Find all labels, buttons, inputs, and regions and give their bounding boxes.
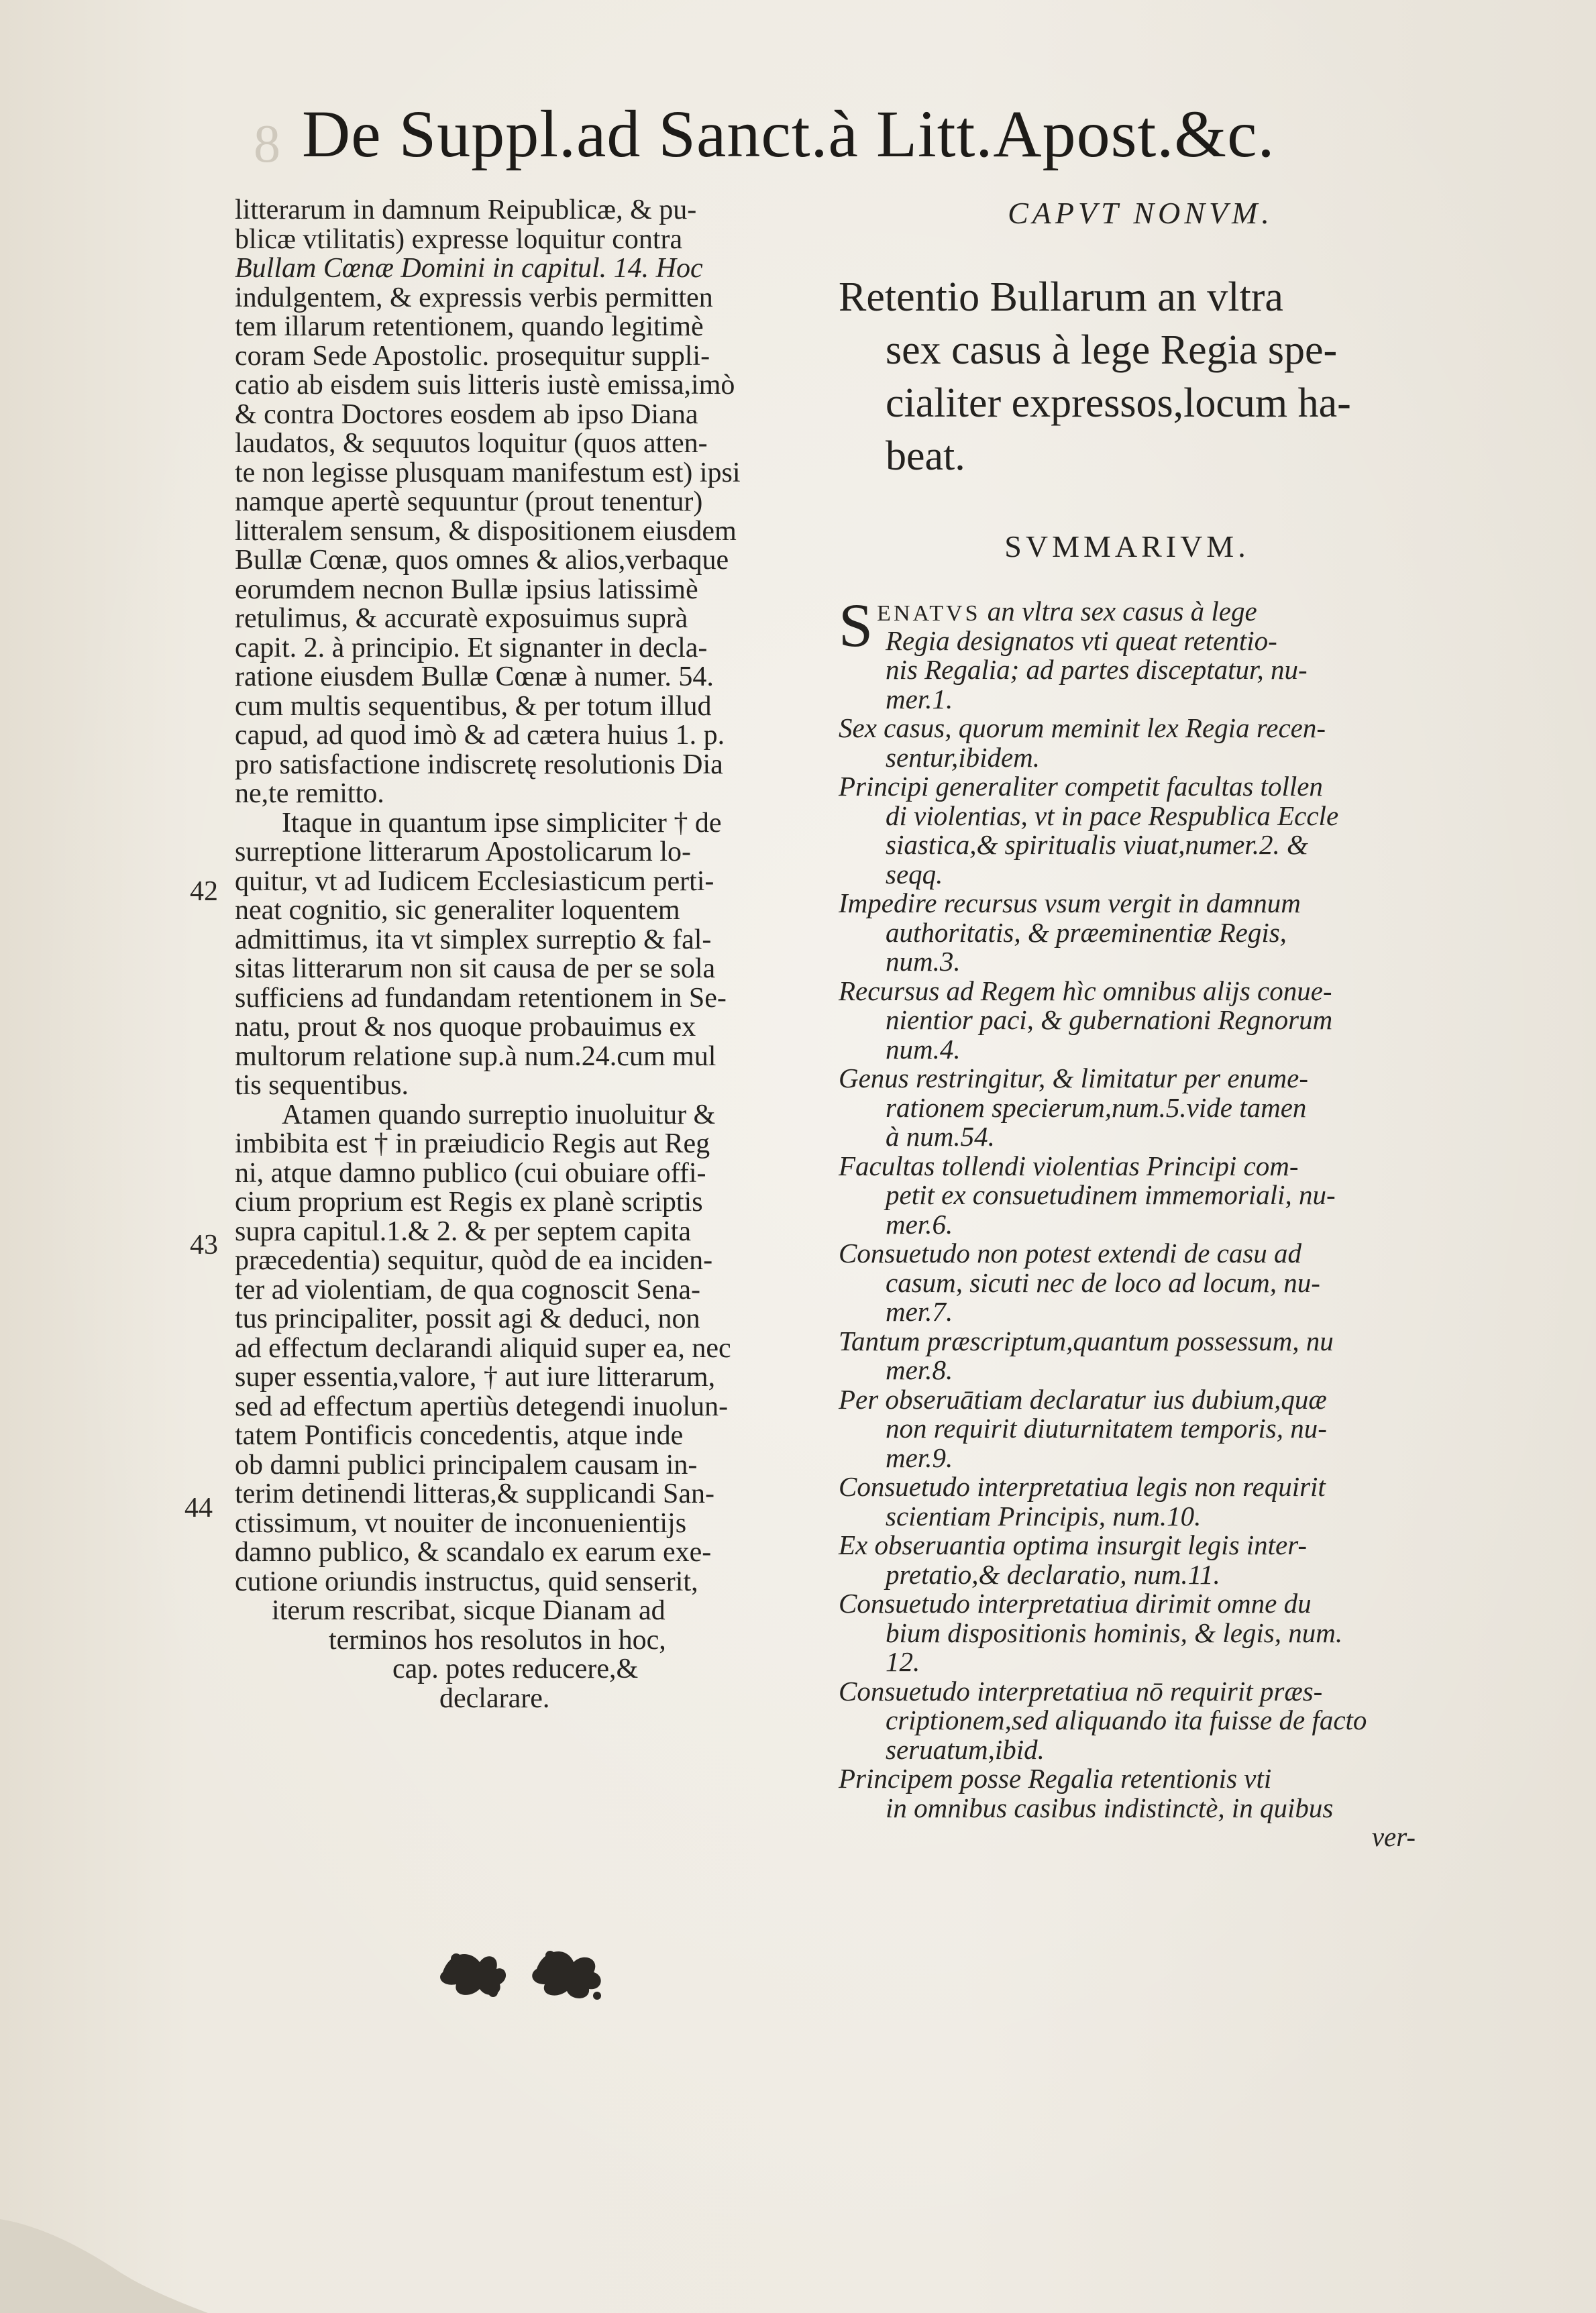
text-line: multorum relatione sup.à num.24.cum mul: [235, 1040, 716, 1072]
summary-line: casum, sicuti nec de loco ad locum, nu-: [886, 1267, 1320, 1298]
summary-line: sentur,ibidem.: [886, 741, 1041, 773]
summary-line: Consuetudo non potest extendi de casu ad: [839, 1238, 1302, 1269]
text-line: ad effectum declarandi aliquid super ea, nec: [235, 1332, 731, 1364]
text-line: præcedentia) sequitur, quòd de ea inciden-: [235, 1245, 713, 1276]
text-line: neat cognitio, sic generaliter loquentem: [235, 895, 680, 926]
summary-line: Recursus ad Regem hìc omnibus alijs conue-: [839, 975, 1332, 1006]
summary-line: Consuetudo interpretatiua nō requirit præs-: [839, 1675, 1323, 1707]
running-header: De Suppl.ad Sanct.à Litt.Apost.&c.: [302, 97, 1275, 171]
summary-line: pretatio,& declaratio, num.11.: [886, 1558, 1220, 1590]
text-line: coram Sede Apostolic. prosequitur suppli-: [235, 340, 710, 372]
text-line: tem illarum retentionem, quando legitimè: [235, 311, 704, 342]
text-line: cap. potes reducere,&: [392, 1654, 639, 1684]
subject-line: Retentio Bullarum an vltra: [839, 274, 1283, 320]
text-line: litteralem sensum, & dispositionem eiusdem: [235, 515, 737, 547]
summary-line: Consuetudo interpretatiua dirimit omne du: [839, 1588, 1312, 1619]
text-line: pro satisfactione indiscretę resolutionis Dia: [235, 749, 723, 780]
text-line: damno publico, & scandalo ex earum exe-: [235, 1537, 712, 1568]
text-line: tus principaliter, possit agi & deduci, non: [235, 1303, 700, 1334]
summary-line: Genus restringitur, & limitatur per enume-: [839, 1063, 1309, 1093]
text-line: ter ad violentiam, de qua cognoscit Sena-: [235, 1274, 700, 1305]
summary-line: nis Regalia; ad partes disceptatur, nu-: [886, 654, 1308, 685]
summary-line: petit ex consuetudinem immemoriali, nu-: [886, 1179, 1336, 1210]
fleuron-ornament-icon: [429, 1932, 617, 2006]
summary-line: Tantum præscriptum,quantum possessum, nu: [839, 1325, 1334, 1356]
summary-line: mer.7.: [886, 1296, 953, 1327]
text-line: eorumdem necnon Bullæ ipsius latissimè: [235, 574, 698, 605]
text-line: litterarum in damnum Reipublicæ, & pu-: [235, 195, 697, 225]
summary-first-word: ENATVS: [877, 601, 981, 626]
summary-heading: SVMMARIVM.: [1004, 529, 1250, 563]
summary-line: Principi generaliter competit facultas tollen: [839, 771, 1323, 802]
summary-line: Regia designatos vti queat retentio-: [886, 625, 1277, 656]
text-line: tis sequentibus.: [235, 1070, 409, 1101]
text-line: capit. 2. à principio. Et signanter in decla-: [235, 632, 708, 663]
text-line: laudatos, & sequutos loquitur (quos atten-: [235, 428, 708, 459]
text-line: Atamen quando surreptio inuoluitur &: [282, 1099, 716, 1130]
summary-line: criptionem,sed aliquando ita fuisse de facto: [886, 1705, 1367, 1735]
text-line: blicæ vtilitatis) expresse loquitur contra: [235, 223, 683, 255]
summary-line: Consuetudo interpretatiua legis non requirit: [839, 1471, 1326, 1502]
right-column: [839, 196, 1416, 1852]
margin-number-42: 42: [190, 876, 218, 907]
summary-line: siastica,& spiritualis viuat,numer.2. &: [886, 829, 1308, 860]
summary-line: mer.8.: [886, 1354, 953, 1385]
subject-line: cialiter expressos,locum ha-: [886, 380, 1351, 426]
text-line: Bullam Cœnæ Domini in capitul. 14. Hoc: [235, 253, 703, 284]
summary-line: mer.6.: [886, 1208, 953, 1240]
margin-number-43: 43: [190, 1230, 218, 1260]
text-line: Itaque in quantum ipse simpliciter † de: [282, 807, 722, 839]
text-line: tatem Pontificis concedentis, atque inde: [235, 1420, 684, 1451]
summary-line: num.3.: [886, 946, 961, 977]
summary-line: seqq.: [886, 858, 943, 890]
summary-line: Ex obseruantia optima insurgit legis inter-: [839, 1529, 1308, 1560]
text-line: super essentia,valore, † aut iure litterarum,: [235, 1362, 716, 1393]
drop-cap: S: [839, 591, 873, 659]
page-corner-wear: [0, 2192, 208, 2313]
text-line: iterum rescribat, sicque Dianam ad: [272, 1595, 666, 1626]
text-line: sufficiens ad fundandam retentionem in Se-: [235, 982, 727, 1014]
text-line: Bullæ Cœnæ, quos omnes & alios,verbaque: [235, 545, 729, 576]
text-line: ne,te remitto.: [235, 778, 384, 809]
summary-line: Impedire recursus vsum vergit in damnum: [839, 887, 1301, 918]
summary-line: 12.: [886, 1646, 920, 1677]
summary-line: bium dispositionis hominis, & legis, num.: [886, 1617, 1343, 1648]
summary-line: Principem posse Regalia retentionis vti: [839, 1763, 1272, 1794]
summary-line: à num.54.: [886, 1121, 995, 1152]
text-line: terim detinendi litteras,& supplicandi San-: [235, 1478, 715, 1509]
bleed-through-mark: 8: [254, 115, 280, 174]
text-line: capud, ad quod imò & ad cætera huius 1. p.: [235, 720, 725, 751]
text-line: terminos hos resolutos in hoc,: [329, 1624, 666, 1656]
summary-line: authoritatis, & præeminentiæ Regis,: [886, 916, 1287, 948]
text-line: ni, atque damno publico (cui obuiare offi-: [235, 1157, 706, 1189]
text-line: sed ad effectum apertiùs detegendi inuolun-: [235, 1391, 729, 1422]
text-line: imbibita est † in præiudicio Regis aut Reg: [235, 1128, 710, 1159]
text-line: catio ab eisdem suis litteris iustè emissa,imò: [235, 370, 735, 400]
text-line: ob damni publici principalem causam in-: [235, 1449, 698, 1481]
text-line: namque apertè sequuntur (prout tenentur): [235, 486, 703, 517]
summary-list: [839, 591, 1416, 1852]
margin-number-44: 44: [184, 1493, 213, 1523]
summary-line: an vltra sex casus à lege: [987, 596, 1257, 627]
chapter-subject: [839, 271, 1416, 483]
summary-line: mer.9.: [886, 1442, 953, 1473]
text-line: retulimus, & accuratè exposuimus suprà: [235, 603, 688, 634]
text-line: te non legisse plusquam manifestum est) ipsi: [235, 457, 741, 488]
summary-line: Facultas tollendi violentias Principi com-: [839, 1150, 1299, 1181]
text-line: ctissimum, vt nouiter de inconuenientijs: [235, 1507, 687, 1539]
text-line: quitur, vt ad Iudicem Ecclesiasticum perti-: [235, 865, 714, 897]
subject-line: sex casus à lege Regia spe-: [886, 327, 1338, 373]
summary-line: ver-: [1371, 1821, 1416, 1852]
summary-line: nientior paci, & gubernationi Regnorum: [886, 1004, 1333, 1035]
summary-line: di violentias, vt in pace Respublica Eccle: [886, 800, 1339, 831]
text-line: supra capitul.1.& 2. & per septem capita: [235, 1216, 691, 1247]
text-line: & contra Doctores eosdem ab ipso Diana: [235, 398, 698, 430]
summary-line: Sex casus, quorum meminit lex Regia recen-: [839, 712, 1326, 743]
chapter-title: CAPVT NONVM.: [1008, 196, 1273, 230]
summary-line: mer.1.: [886, 683, 953, 714]
text-line: sitas litterarum non sit causa de per se sola: [235, 953, 716, 984]
text-line: cutione oriundis instructus, quid senserit,: [235, 1566, 698, 1597]
summary-line: seruatum,ibid.: [886, 1733, 1045, 1765]
subject-line: beat.: [886, 433, 965, 479]
text-line: declarare.: [439, 1682, 550, 1714]
text-line: indulgentem, & expressis verbis permitten: [235, 282, 713, 313]
text-line: cum multis sequentibus, & per totum illud: [235, 690, 712, 722]
summary-line: scientiam Principis, num.10.: [886, 1500, 1202, 1531]
text-line: cium proprium est Regis ex planè scriptis: [235, 1187, 703, 1218]
summary-line: rationem specierum,num.5.vide tamen: [886, 1091, 1307, 1123]
summary-line: non requirit diuturnitatem temporis, nu-: [886, 1413, 1327, 1444]
text-line: admittimus, ita vt simplex surreptio & fal-: [235, 924, 712, 955]
text-line: ratione eiusdem Bullæ Cœnæ à numer. 54.: [235, 661, 714, 692]
text-line: surreptione litterarum Apostolicarum lo-: [235, 837, 691, 867]
left-column: [235, 196, 802, 1713]
summary-line: in omnibus casibus indistinctè, in quibus: [886, 1792, 1334, 1823]
text-line: natu, prout & nos quoque probauimus ex: [235, 1012, 696, 1042]
summary-line: num.4.: [886, 1033, 961, 1065]
summary-line: Per obseruātiam declaratur ius dubium,quæ: [839, 1383, 1327, 1415]
